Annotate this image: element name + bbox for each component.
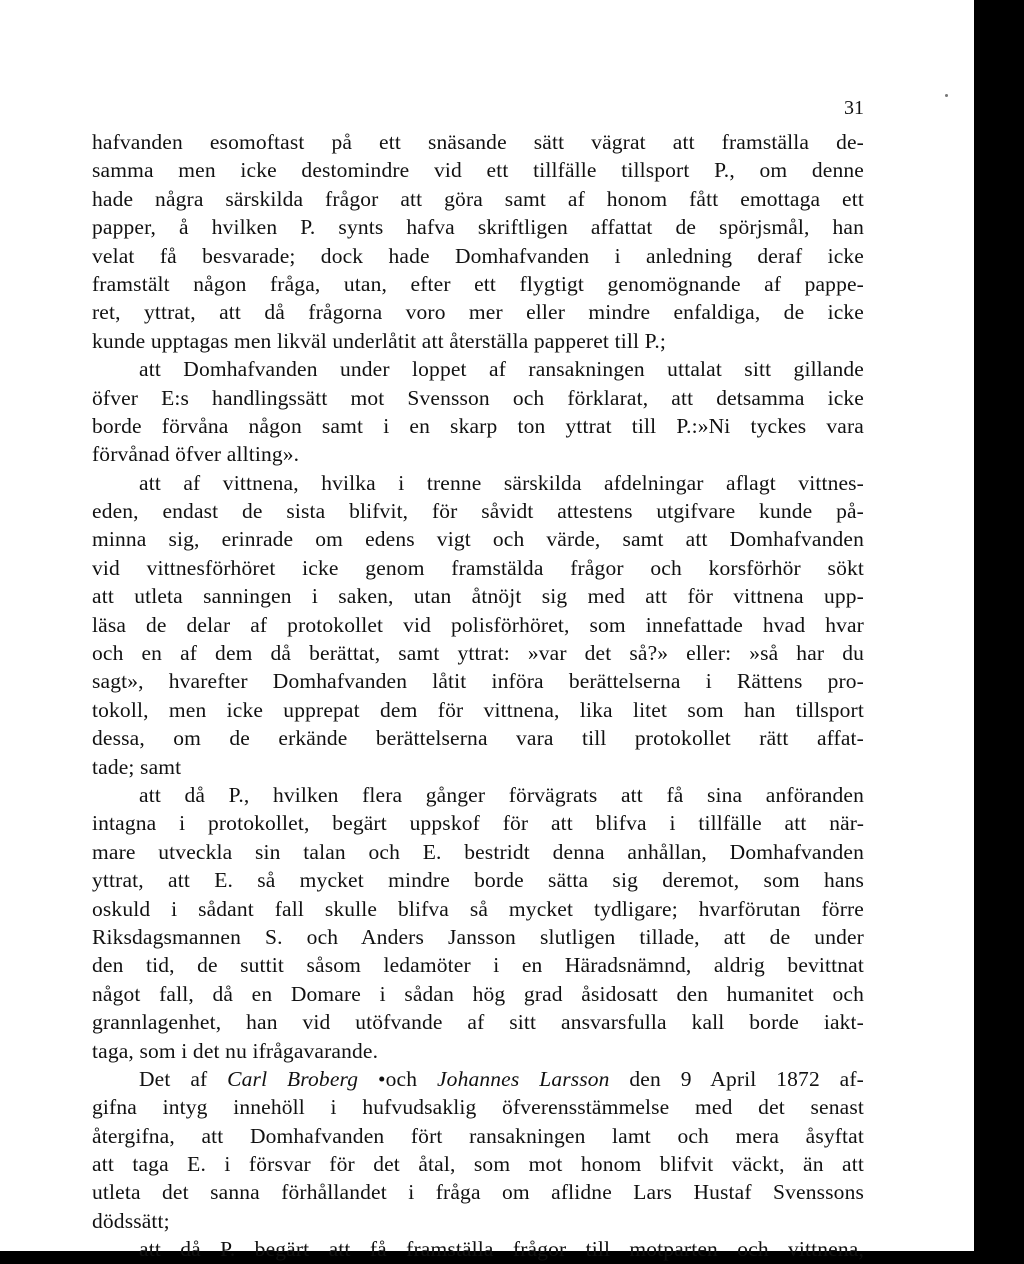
text-line: förvånad öfver allting». bbox=[92, 442, 300, 467]
text-line: intagna i protokollet, begärt uppskof för att blifva i tillfälle att när- bbox=[92, 811, 864, 836]
text-line: läsa de delar af protokollet vid polisförhöret, som innefattade hvad hvar bbox=[92, 612, 864, 637]
text-line: framstält någon fråga, utan, efter ett flygtigt genomögnande af pappe- bbox=[92, 271, 864, 296]
text-line: och en af dem då berättat, samt yttrat: »var det så?» eller: »så har du bbox=[92, 641, 864, 666]
text-line bbox=[92, 1065, 864, 1093]
text-line: oskuld i sådant fall skulle blifva så mycket tydligare; hvarförutan förre bbox=[92, 896, 864, 921]
text-line: sagt», hvarefter Domhafvanden låtit införa berättelserna i Rättens pro- bbox=[92, 669, 864, 694]
text-line: gifna intyg innehöll i hufvudsaklig öfverensstämmelse med det senast bbox=[92, 1095, 864, 1120]
text-line: hafvanden esomoftast på ett snäsande sätt vägrat att framställa de- bbox=[92, 130, 864, 154]
text-line: hade några särskilda frågor att göra samt af honom fått emottaga ett bbox=[92, 186, 864, 211]
text-line: tokoll, men icke upprepat dem för vittnena, lika litet som han tillsport bbox=[92, 697, 864, 722]
text-line: dödssätt; bbox=[92, 1208, 170, 1233]
text-segment: den 9 April 1872 af- bbox=[609, 1066, 864, 1091]
page-number: 31 bbox=[844, 97, 864, 119]
text-segment: •och bbox=[377, 1066, 437, 1091]
text-line: borde förvåna någon samt i en skarp ton yttrat till P.:»Ni tyckes vara bbox=[92, 413, 864, 438]
text-line: att då P., hvilken flera gånger förvägrats att få sina anföranden bbox=[139, 782, 864, 807]
text-line: minna sig, erinrade om edens vigt och värde, samt att Domhafvanden bbox=[92, 527, 864, 552]
text-line: yttrat, att E. så mycket mindre borde sätta sig deremot, som hans bbox=[92, 868, 864, 893]
text-line: att då P. begärt att få framställa frågor till motparten och vittnena, bbox=[139, 1237, 864, 1262]
text-line: något fall, då en Domare i sådan hög grad åsidosatt den humanitet och bbox=[92, 981, 864, 1006]
italic-segment: Carl Broberg bbox=[227, 1066, 378, 1091]
text-line: mare utveckla sin talan och E. bestridt denna anhållan, Domhafvanden bbox=[92, 839, 864, 864]
text-segment: Det af bbox=[139, 1066, 228, 1091]
text-line: papper, å hvilken P. synts hafva skriftligen affattat de spörjsmål, han bbox=[92, 215, 864, 240]
text-line: att taga E. i försvar för det åtal, som mot honom blifvit väckt, än att bbox=[92, 1152, 864, 1177]
italic-segment: Johannes Larsson bbox=[436, 1066, 610, 1091]
text-line: att Domhafvanden under loppet af ransakningen uttalat sitt gillande bbox=[139, 357, 864, 382]
text-line: öfver E:s handlingssätt mot Svensson och förklarat, att detsamma icke bbox=[92, 385, 864, 410]
text-line: grannlagenhet, han vid utöfvande af sitt ansvarsfulla kall borde iakt- bbox=[92, 1010, 864, 1035]
text-line: taga, som i det nu ifrågavarande. bbox=[92, 1038, 379, 1063]
text-line: ret, yttrat, att då frågorna voro mer eller mindre enfaldiga, de icke bbox=[92, 300, 864, 325]
text-line: att af vittnena, hvilka i trenne särskilda afdelningar aflagt vittnes- bbox=[139, 470, 864, 495]
text-line: att utleta sanningen i saken, utan åtnöjt sig med att för vittnena upp- bbox=[92, 584, 864, 609]
text-line: velat få besvarade; dock hade Domhafvanden i anledning deraf icke bbox=[92, 243, 864, 268]
body-text bbox=[92, 128, 864, 1264]
text-line: tade; samt bbox=[92, 754, 182, 779]
text-line: Riksdagsmannen S. och Anders Jansson slutligen tillade, att de under bbox=[92, 924, 864, 949]
text-line: kunde upptagas men likväl underlåtit att återställa papperet till P.; bbox=[92, 328, 666, 353]
text-line: utleta det sanna förhållandet i fråga om aflidne Lars Hustaf Svenssons bbox=[92, 1180, 864, 1205]
text-line: eden, endast de sista blifvit, för såvidt attestens utgifvare kunde på- bbox=[92, 499, 864, 524]
text-line: vid vittnesförhöret icke genom framstälda frågor och korsförhör sökt bbox=[92, 555, 864, 580]
text-line: återgifna, att Domhafvanden fört ransakningen lamt och mera åsyftat bbox=[92, 1123, 864, 1148]
scan-speck bbox=[945, 94, 948, 97]
text-line: den tid, de suttit såsom ledamöter i en Häradsnämnd, aldrig bevittnat bbox=[92, 953, 864, 978]
text-line: samma men icke destomindre vid ett tillfälle tillsport P., om denne bbox=[92, 158, 864, 183]
text-line: dessa, om de erkände berättelserna vara till protokollet rätt affat- bbox=[92, 726, 864, 751]
